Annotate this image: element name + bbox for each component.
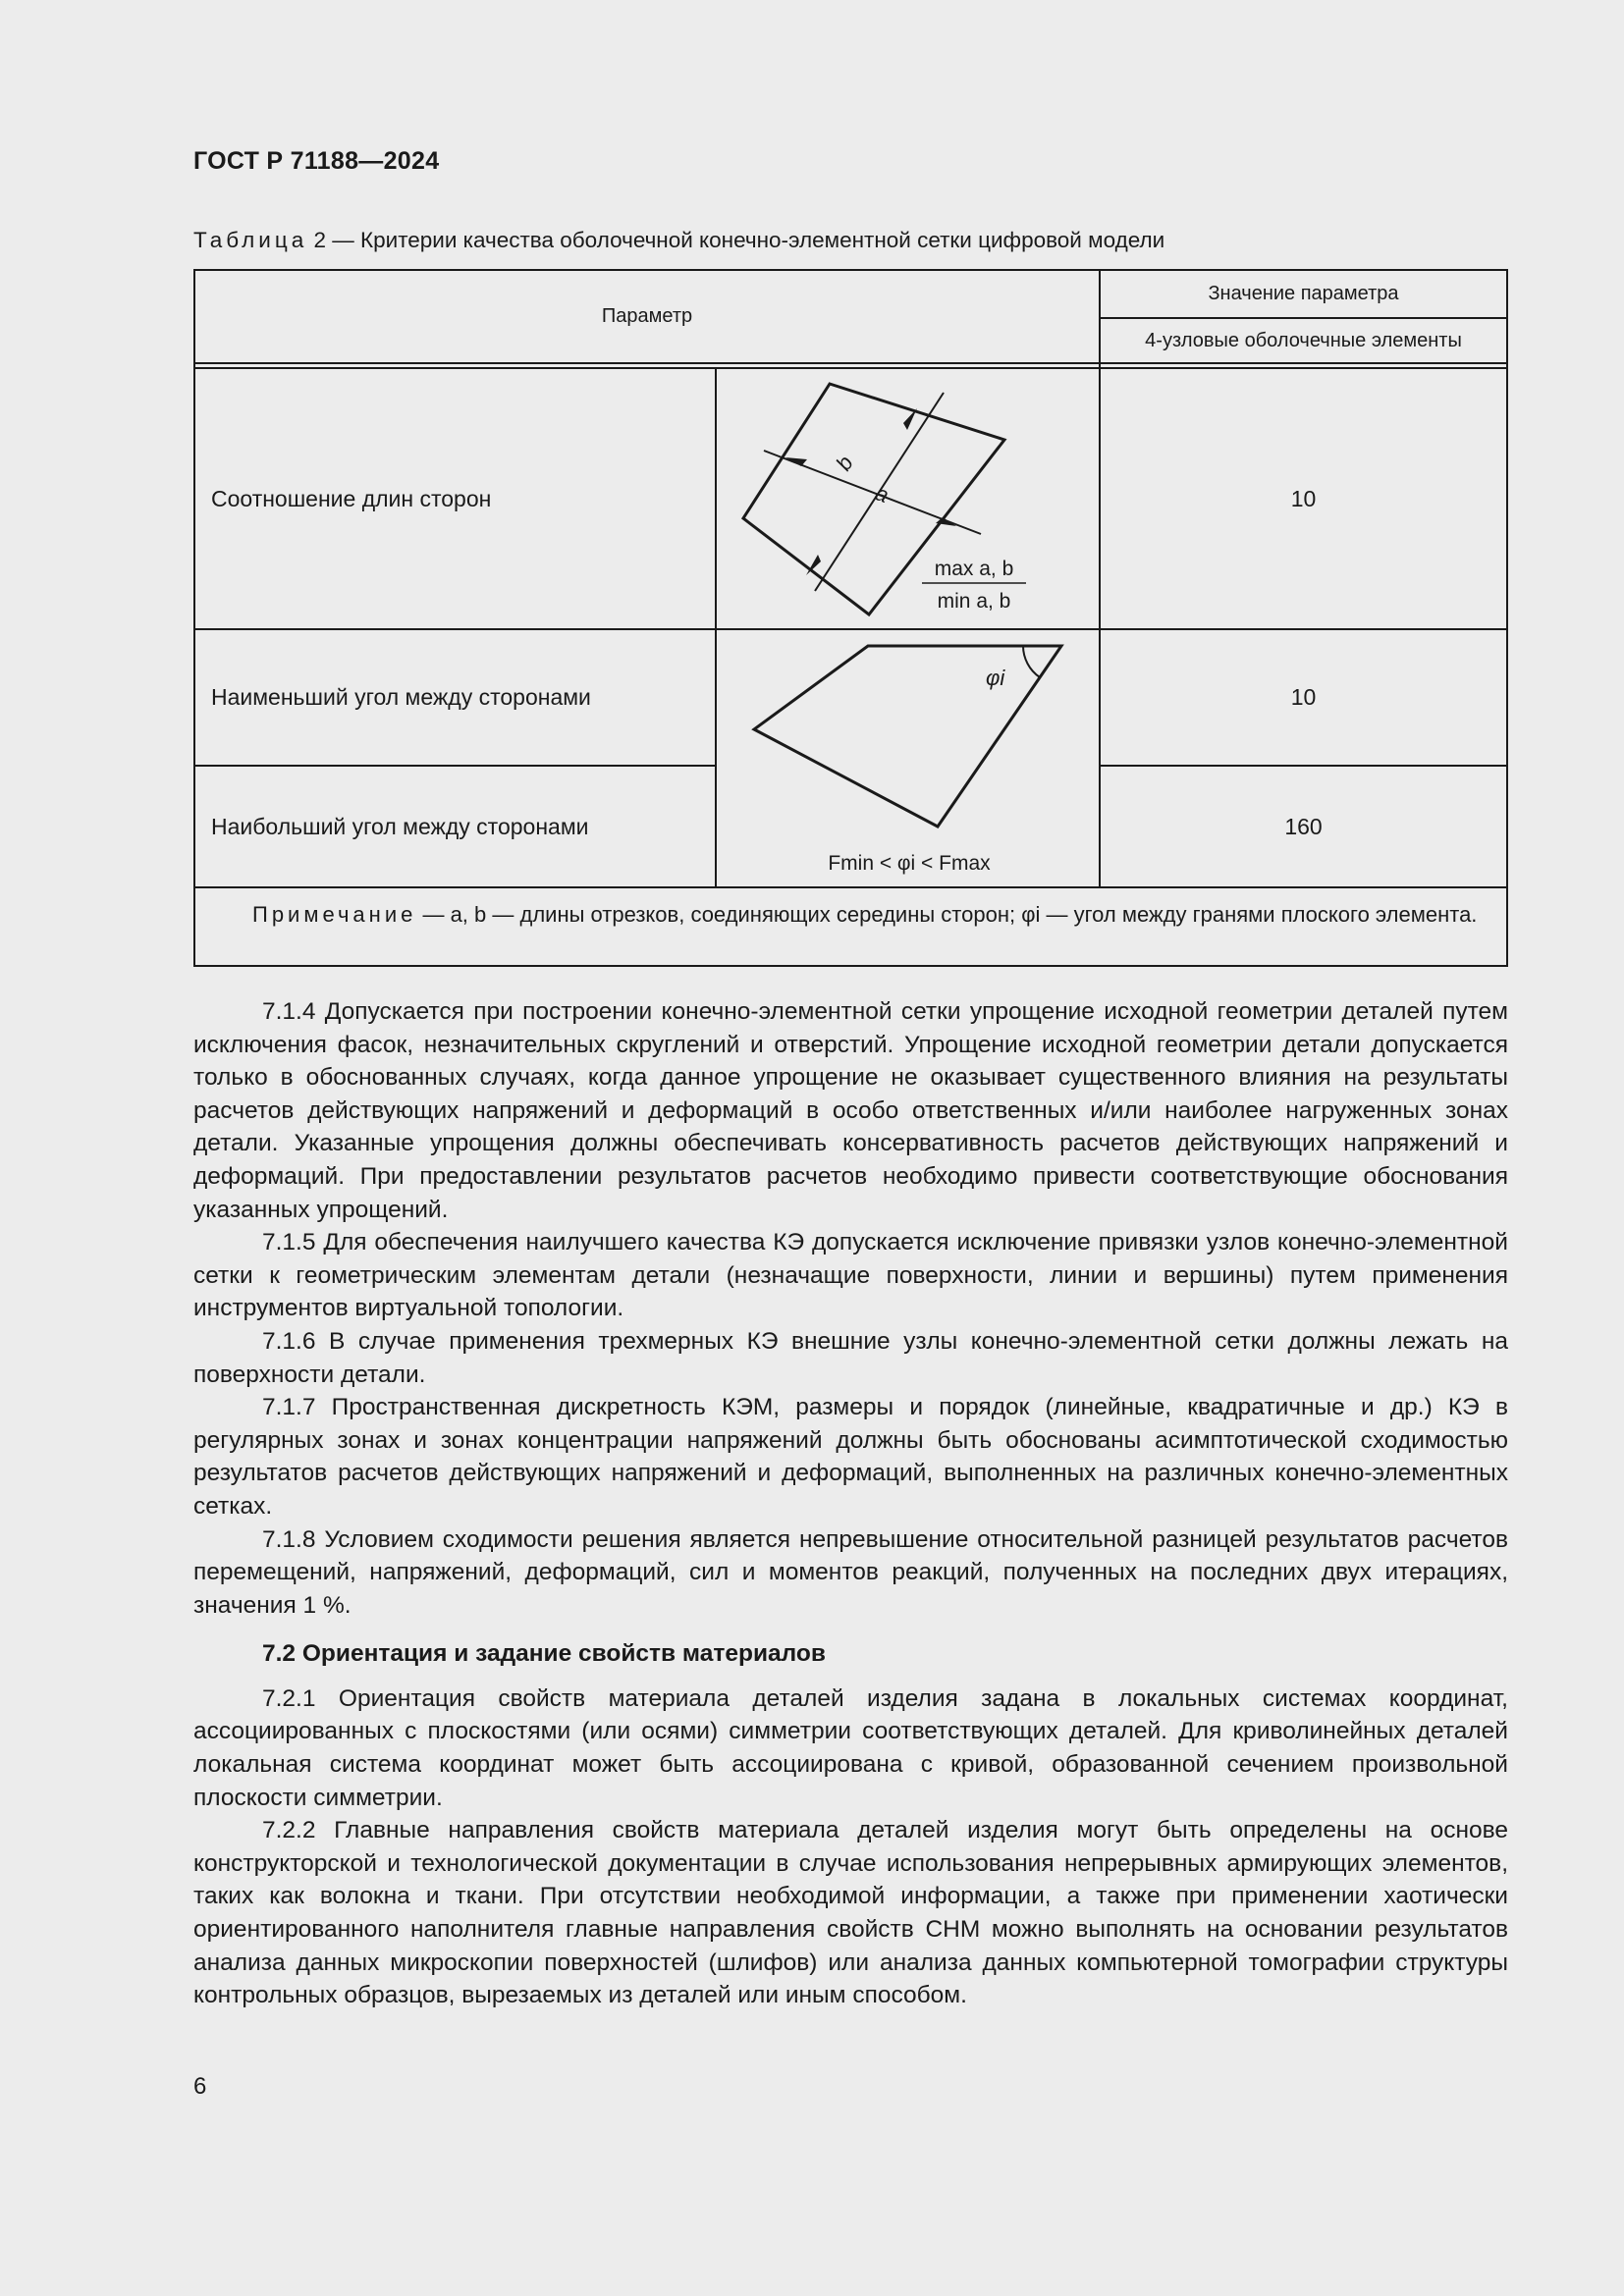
ratio-denominator: min a, b	[937, 590, 1011, 613]
paragraph-7-1-7: 7.1.7 Пространственная дискретность КЭМ, размеры и порядок (линейные, квадратичные и др.) КЭ в регулярных зонах и зонах концентрации напряжений должны быть обоснованы асимптотической сходимостью результатов расчетов действующих напряжений и деформаций, выполненных на различных конечно-элементных сетках.	[193, 1394, 1508, 1520]
paragraph-7-2-1: 7.2.1 Ориентация свойств материала деталей изделия задана в локальных системах координат, ассоциированных с плоскостями (или осями) симметрии соответствующих деталей. Для криволинейных деталей локальная система координат может быть ассоциирована с кривой, образованной сечением произвольной плоскости симметрии.	[193, 1684, 1508, 1811]
table-caption	[193, 228, 1164, 253]
note-label: Примечание	[252, 902, 417, 927]
row-max-angle-value: 160	[1284, 813, 1323, 839]
document-header: ГОСТ Р 71188—2024	[193, 147, 440, 175]
column-header-value: Значение параметра	[1208, 283, 1399, 304]
paragraph-7-2-2: 7.2.2 Главные направления свойств материала деталей изделия могут быть определены на основе конструкторской и технологической документации в случае использования непрерывных армирующих элементов, таких как волокна и ткани. При отсутствии необходимой информации, а также при применении хаотически ориентированного наполнителя главные направления свойств СНМ можно выполнять на основании результатов анализа данных микроскопии поверхностей (шлифов) или анализа данных компьютерной томографии структуры контрольных образцов, вырезаемых из деталей или иным способом.	[193, 1817, 1508, 2009]
quad-element-outline	[754, 646, 1061, 827]
row-min-angle-value: 10	[1290, 684, 1317, 710]
paragraph-7-1-4: 7.1.4 Допускается при построении конечно-элементной сетки упрощение исходной геометрии деталей путем исключения фасок, незначительных скруглений и отверстий. Упрощение исходной геометрии детали допускается только в обоснованных случаях, когда данное упрощение не оказывает существенного влияния на результаты расчетов действующих напряжений и деформаций в особо ответственных и/или наиболее нагруженных зонах детали. Указанные упрощения должны обеспечивать консервативность расчетов действующих напряжений и деформаций. При предоставлении результатов расчетов необходимо привести соответствующие обоснования указанных упрощений.	[193, 998, 1508, 1223]
paragraph-7-1-8: 7.1.8 Условием сходимости решения является непревышение относительной разницей результатов расчетов перемещений, напряжений, деформаций, сил и моментов реакций, полученных на последних двух итерациях, значения 1 %.	[193, 1525, 1508, 1619]
table-header-double-rule	[195, 362, 1506, 364]
table-rule	[195, 886, 1506, 888]
angle-formula: Fmin < φi < Fmax	[828, 852, 991, 875]
row-min-angle-name: Наименьший угол между сторонами	[211, 684, 591, 710]
angle-figure	[717, 630, 1099, 886]
row-max-angle-name: Наибольший угол между сторонами	[211, 813, 589, 839]
paragraph-7-1-5: 7.1.5 Для обеспечения наилучшего качества КЭ допускается исключение привязки узлов конечно-элементной сетки к геометрическим элементам детали (незначащие поверхности, линии и вершины) путем применения инструментов виртуальной топологии.	[193, 1229, 1508, 1322]
angle-arc	[1023, 646, 1040, 677]
ratio-numerator: max a, b	[934, 558, 1014, 580]
table-caption-label: Таблица	[193, 228, 308, 252]
angle-label: φi	[986, 666, 1005, 690]
table-note	[211, 899, 1490, 930]
label-b: b	[831, 451, 858, 475]
criteria-table	[193, 269, 1508, 967]
section-heading-7-2: 7.2 Ориентация и задание свойств материалов	[262, 1640, 826, 1668]
aspect-ratio-figure	[717, 369, 1099, 628]
table-caption-text: 2 — Критерии качества оболочечной конечно-элементной сетки цифровой модели	[307, 228, 1165, 252]
column-header-value-sub: 4-узловые оболочечные элементы	[1145, 329, 1462, 351]
note-text: — a, b — длины отрезков, соединяющих середины сторон; φi — угол между гранями плоского элемента.	[416, 902, 1478, 927]
column-header-parameter: Параметр	[601, 305, 693, 327]
page-number: 6	[193, 2073, 207, 2100]
label-a: a	[872, 480, 893, 508]
paragraph-7-1-6: 7.1.6 В случае применения трехмерных КЭ внешние узлы конечно-элементной сетки должны лежать на поверхности детали.	[193, 1327, 1508, 1388]
row-aspect-ratio-name: Соотношение длин сторон	[211, 485, 492, 511]
body-text	[193, 995, 1508, 2012]
row-aspect-ratio-value: 10	[1290, 485, 1317, 511]
arrow-head	[903, 408, 917, 430]
